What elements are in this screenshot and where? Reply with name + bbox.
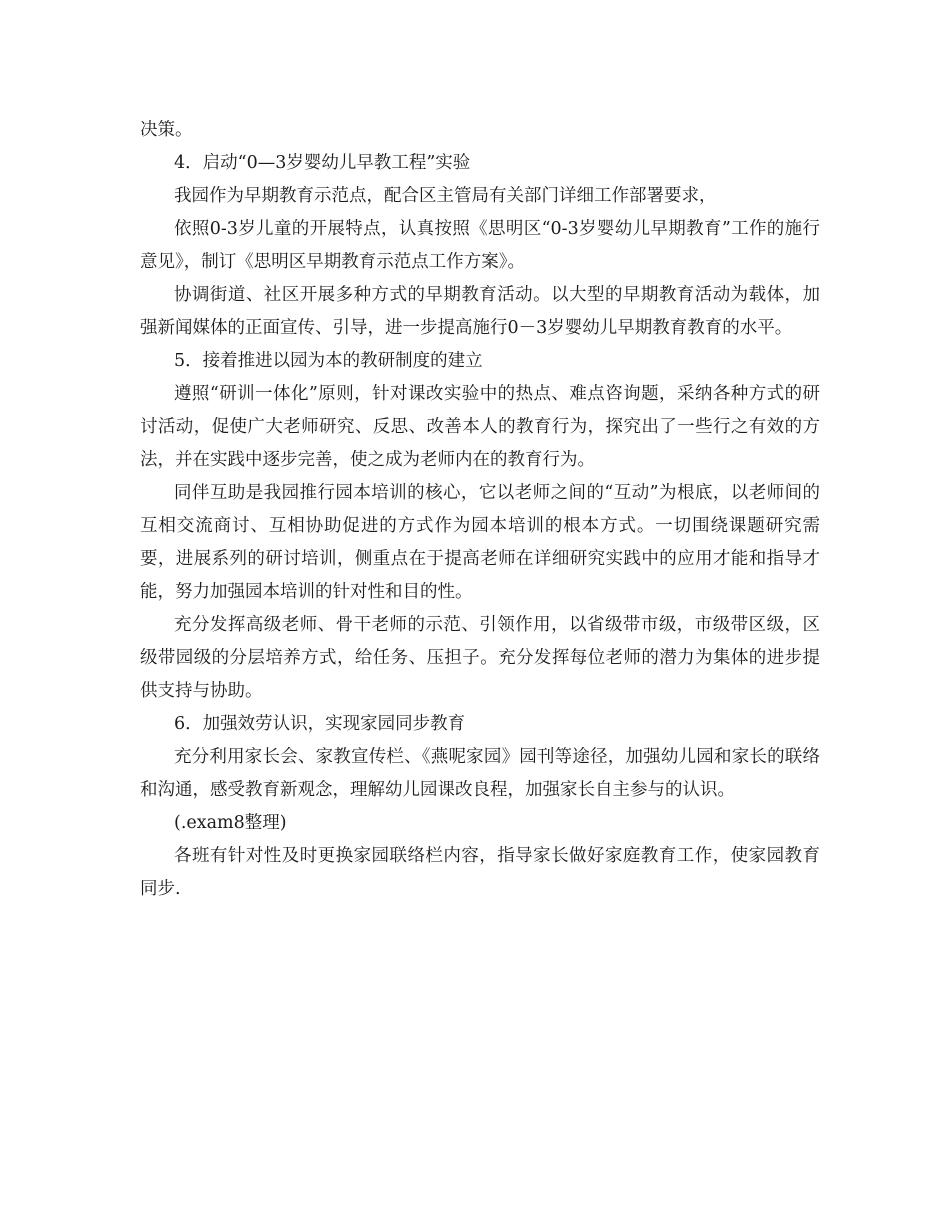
paragraph: 充分利用家长会、家教宣传栏、《燕呢家园》园刊等途径，加强幼儿园和家长的联络和沟通，感受教育新观念，理解幼儿园课改良程，加强家长自主参与的认识。 [140, 747, 820, 800]
paragraph: 我园作为早期教育示范点，配合区主管局有关部门详细工作部署要求， [174, 186, 717, 206]
source-note: (.exam8整理) [174, 813, 287, 833]
section-heading-6: 6．加强效劳认识，实现家园同步教育 [174, 714, 466, 734]
paragraph-continuation: 决策。 [140, 120, 193, 140]
paragraph: 协调街道、社区开展多种方式的早期教育活动。以大型的早期教育活动为载体，加强新闻媒体的正面宣传、引导，进一步提高施行0－3岁婴幼儿早期教育教育的水平。 [140, 285, 820, 338]
paragraph: 依照0-3岁儿童的开展特点，认真按照《思明区“0-3岁婴幼儿早期教育”工作的施行意见》，制订《思明区早期教育示范点工作方案》。 [140, 219, 820, 272]
section-heading-5: 5．接着推进以园为本的教研制度的建立 [174, 351, 483, 371]
section-heading-4: 4．启动“0—3岁婴幼儿早教工程”实验 [174, 153, 471, 173]
paragraph: 遵照“研训一体化”原则，针对课改实验中的热点、难点咨询题，采纳各种方式的研讨活动，促使广大老师研究、反思、改善本人的教育行为，探究出了一些行之有效的方法，并在实践中逐步完善，使之成为老师内在的教育行为。 [140, 384, 820, 470]
paragraph: 同伴互助是我园推行园本培训的核心，它以老师之间的“互动”为根底，以老师间的互相交流商讨、互相协助促进的方式作为园本培训的根本方式。一切围绕课题研究需要，进展系列的研讨培训，侧重点在于提高老师在详细研究实践中的应用才能和指导才能，努力加强园本培训的针对性和目的性。 [140, 483, 820, 602]
paragraph: 充分发挥高级老师、骨干老师的示范、引领作用，以省级带市级，市级带区级，区级带园级的分层培养方式，给任务、压担子。充分发挥每位老师的潜力为集体的进步提供支持与协助。 [140, 615, 820, 701]
document-body [140, 114, 820, 906]
paragraph: 各班有针对性及时更换家园联络栏内容，指导家长做好家庭教育工作，使家园教育同步. [140, 846, 820, 899]
